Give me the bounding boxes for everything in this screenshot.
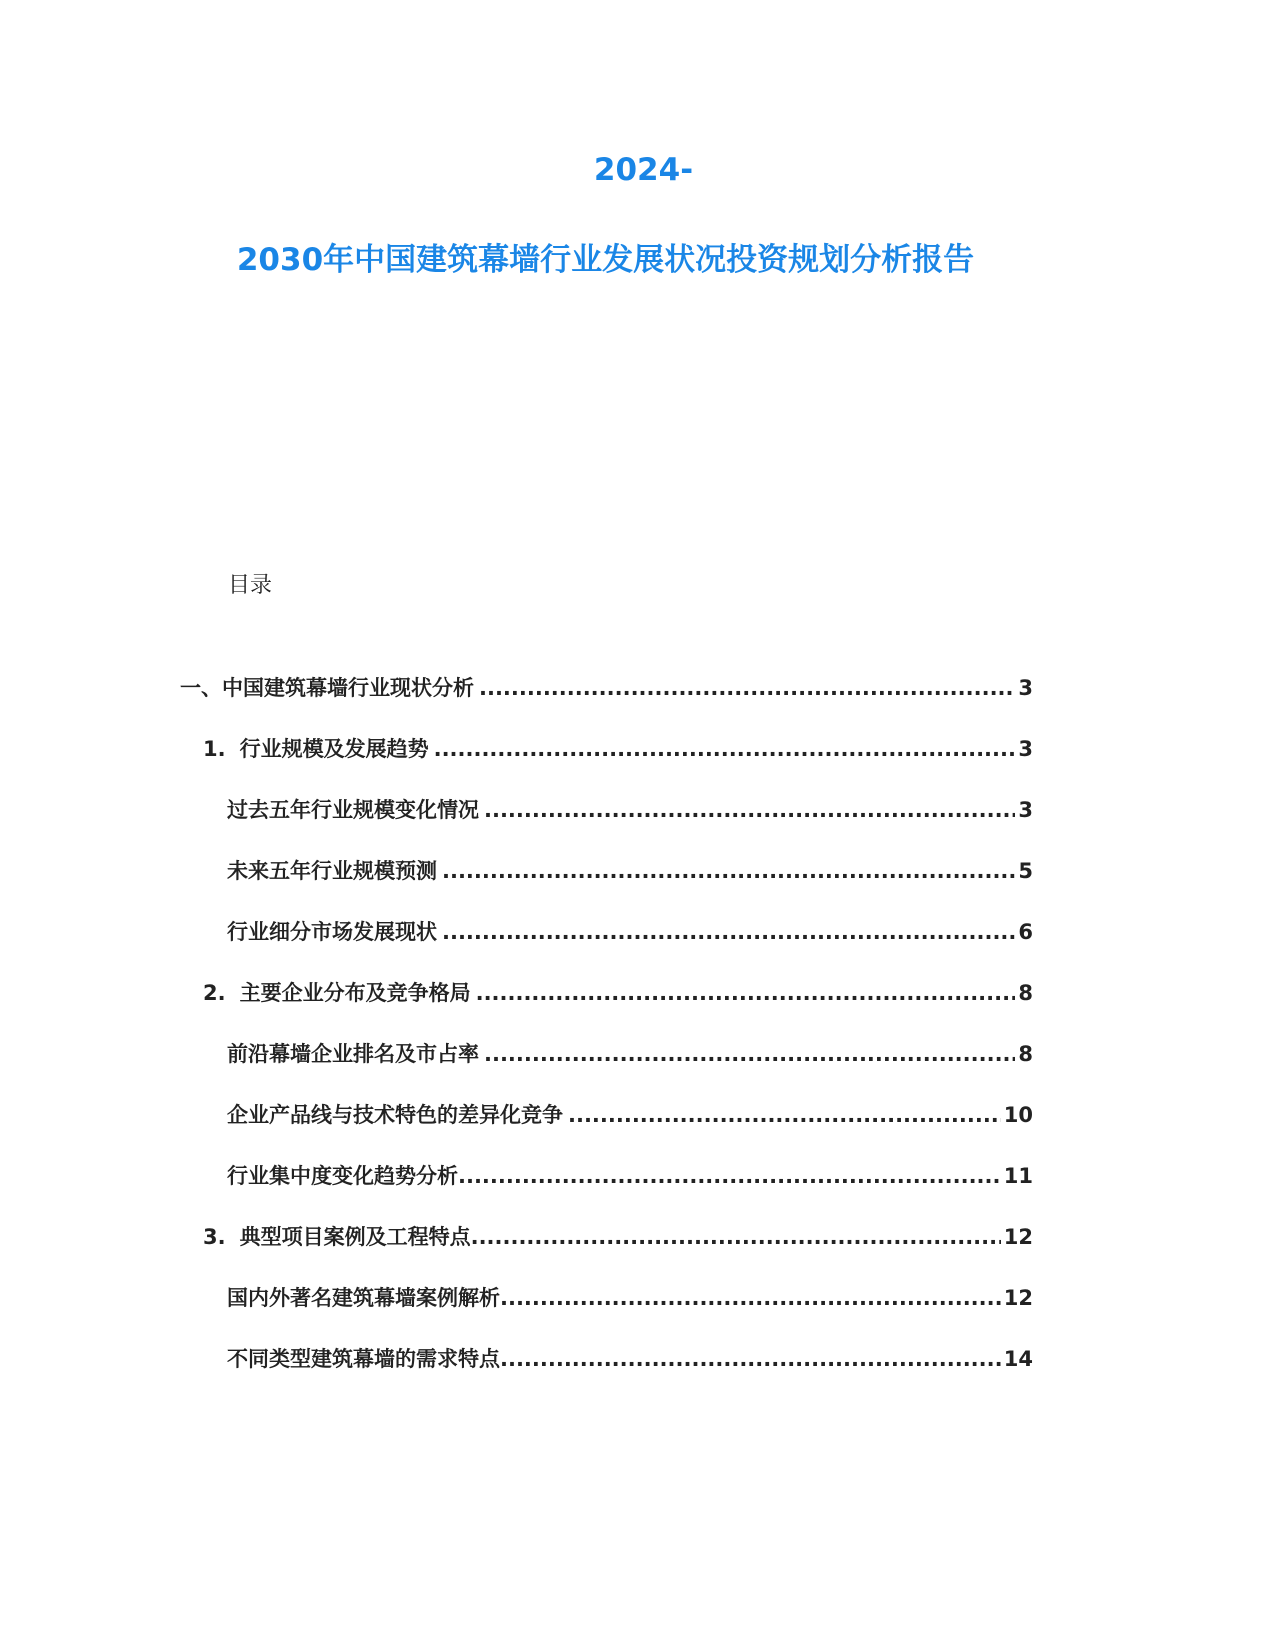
toc-entry[interactable] <box>227 1038 1033 1074</box>
dot-leader <box>442 920 1015 944</box>
dot-leader <box>500 1347 1001 1371</box>
dot-leader <box>484 798 1015 822</box>
toc-entry-page: 8 <box>1018 1042 1033 1066</box>
toc-entry[interactable] <box>180 672 1033 708</box>
toc-entry-label: 未来五年行业规模预测 <box>227 859 437 883</box>
toc-entry-page: 12 <box>1003 1225 1033 1249</box>
toc-entry[interactable] <box>227 1099 1033 1135</box>
toc-entry-number: 1. <box>203 737 226 761</box>
dot-leader <box>568 1103 1001 1127</box>
toc-entry-label: 企业产品线与技术特色的差异化竞争 <box>227 1103 563 1127</box>
toc-entry-page: 3 <box>1018 798 1033 822</box>
toc-entry-page: 3 <box>1018 737 1033 761</box>
dot-leader <box>434 737 1016 761</box>
toc-entry-label: 前沿幕墙企业排名及市占率 <box>227 1042 479 1066</box>
toc-entry[interactable] <box>227 855 1033 891</box>
toc-entry-label: 行业集中度变化趋势分析 <box>227 1164 458 1188</box>
report-title-line1: 2024- <box>593 152 694 188</box>
toc-entry-label: 国内外著名建筑幕墙案例解析 <box>227 1286 500 1310</box>
toc-entry[interactable] <box>227 1160 1033 1196</box>
toc-entry-label: 不同类型建筑幕墙的需求特点 <box>227 1347 500 1371</box>
toc-entry-number: 一、 <box>180 676 222 700</box>
toc-entry-page: 11 <box>1003 1164 1033 1188</box>
toc-entry-page: 5 <box>1018 859 1033 883</box>
toc-entry-page: 6 <box>1018 920 1033 944</box>
toc-entry-label: 典型项目案例及工程特点 <box>239 1225 471 1249</box>
toc-entry-label: 主要企业分布及竞争格局 <box>239 981 471 1005</box>
toc-entry-label: 行业细分市场发展现状 <box>227 920 437 944</box>
toc-entry[interactable] <box>227 1282 1033 1318</box>
toc-entry-number: 2. <box>203 981 226 1005</box>
dot-leader <box>442 859 1015 883</box>
dot-leader <box>471 1225 1001 1249</box>
dot-leader <box>458 1164 1001 1188</box>
toc-entry-page: 14 <box>1003 1347 1033 1371</box>
dot-leader <box>476 981 1016 1005</box>
toc-entry[interactable] <box>227 916 1033 952</box>
toc-entry-label: 中国建筑幕墙行业现状分析 <box>222 676 474 700</box>
toc-entry[interactable] <box>203 733 1033 769</box>
toc-entry[interactable] <box>227 1343 1033 1379</box>
toc-entry[interactable] <box>227 794 1033 830</box>
toc-entry-page: 8 <box>1018 981 1033 1005</box>
toc-entry-label: 行业规模及发展趋势 <box>239 737 429 761</box>
toc-entry-label: 过去五年行业规模变化情况 <box>227 798 479 822</box>
dot-leader <box>500 1286 1001 1310</box>
toc-entry-page: 10 <box>1003 1103 1033 1127</box>
toc-heading: 目录 <box>228 573 273 598</box>
toc-entry-page: 3 <box>1018 676 1033 700</box>
report-title-line2: 2030年中国建筑幕墙行业发展状况投资规划分析报告 <box>236 242 975 278</box>
dot-leader <box>479 676 1015 700</box>
toc-entry[interactable] <box>203 977 1033 1013</box>
dot-leader <box>484 1042 1015 1066</box>
toc-entry[interactable] <box>203 1221 1033 1257</box>
toc-entry-page: 12 <box>1003 1286 1033 1310</box>
toc-entry-number: 3. <box>203 1225 226 1249</box>
